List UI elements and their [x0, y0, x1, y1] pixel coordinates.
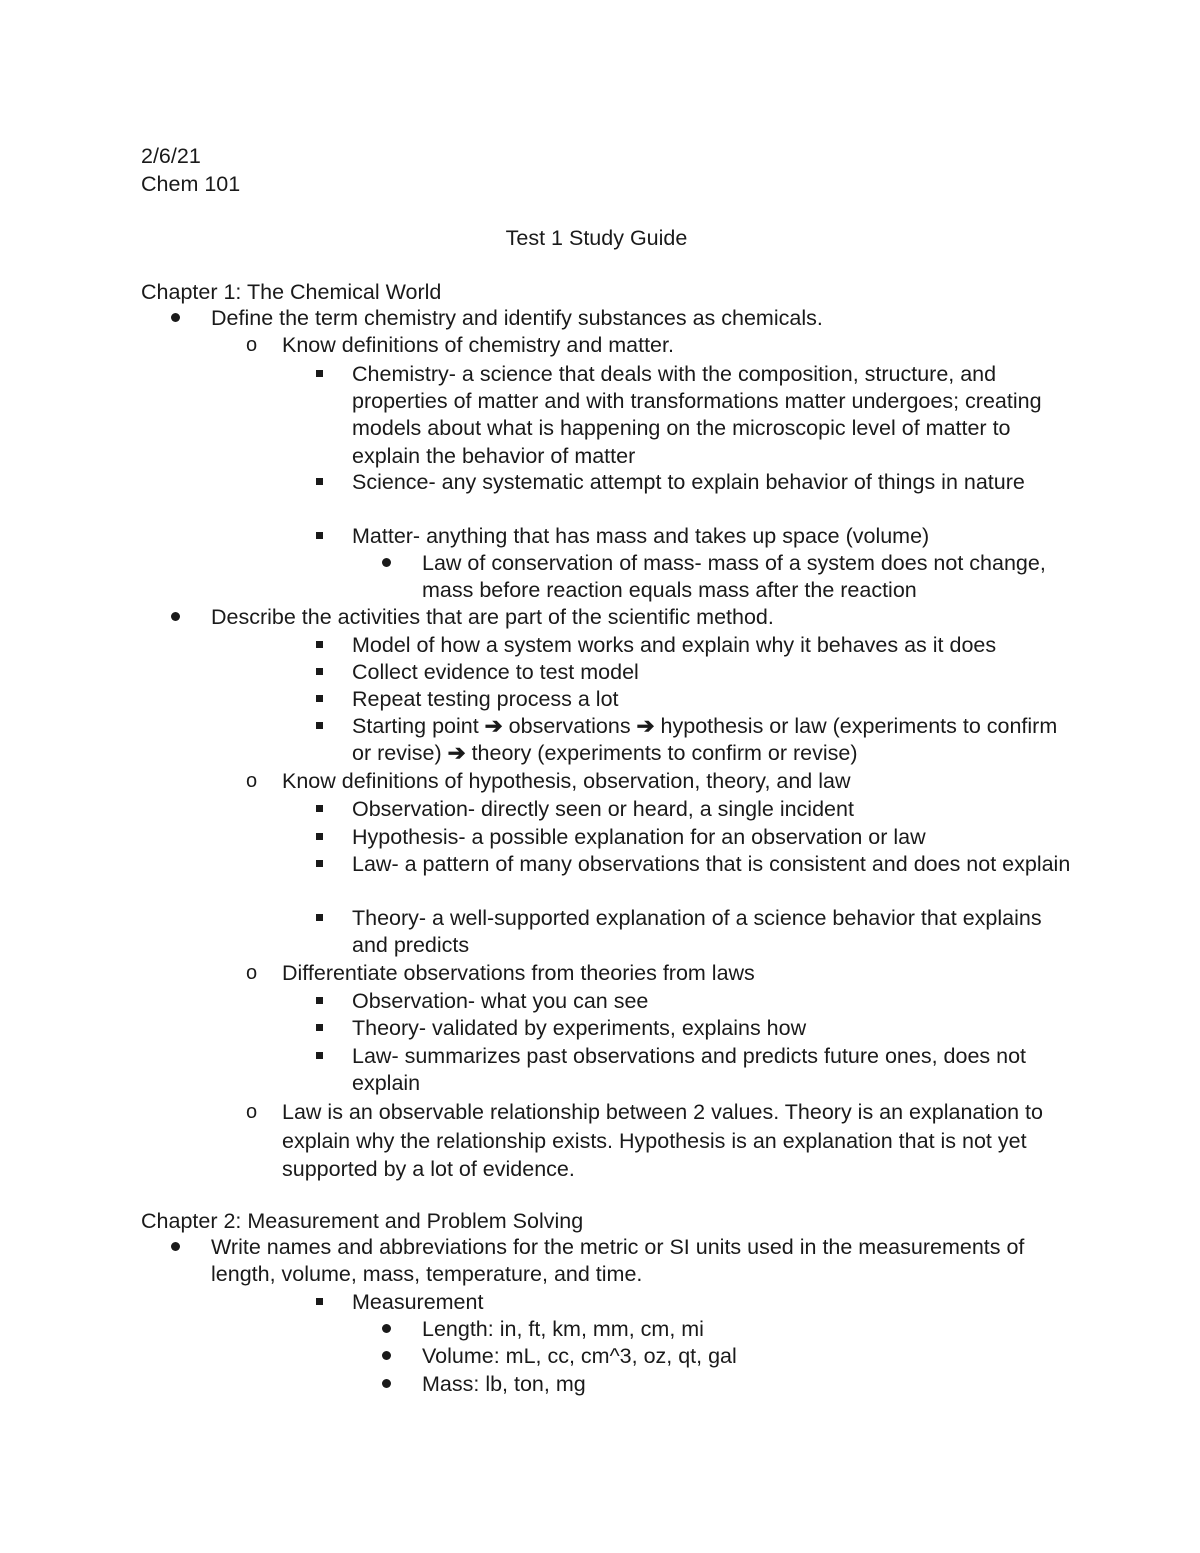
bullet-circle-icon: o — [246, 334, 258, 356]
chapter-2-heading: Chapter 2: Measurement and Problem Solving — [141, 1209, 584, 1233]
list-item — [352, 988, 1072, 1015]
course-line: Chem 101 — [141, 172, 241, 196]
date-line: 2/6/21 — [141, 144, 201, 168]
list-item-text: Chemistry- a science that deals with the composition, structure, and properties of matter and with transformations matter undergoes; creating models about what is happening on the microscopic level of matter to explain the behavior of matter — [352, 362, 1042, 468]
list-item — [246, 1098, 1072, 1184]
bullet-dot-icon — [382, 550, 412, 577]
list-item-text: Define the term chemistry and identify substances as chemicals. — [211, 306, 823, 330]
bullet-dot-icon — [382, 1343, 412, 1370]
list-item — [211, 1234, 1071, 1288]
chapter-1-heading: Chapter 1: The Chemical World — [141, 280, 442, 304]
bullet-circle-icon: o — [246, 1101, 258, 1123]
bullet-circle-icon: o — [246, 962, 258, 984]
arrow-right-icon: ➔ — [484, 714, 503, 738]
list-item — [422, 550, 1072, 604]
list-item — [422, 1316, 1072, 1343]
list-item-text: Know definitions of hypothesis, observation, theory, and law — [282, 769, 851, 793]
bullet-square-icon — [316, 1015, 346, 1042]
list-item-text: Law- summarizes past observations and predicts future ones, does not explain — [352, 1044, 1027, 1096]
list-item — [211, 305, 1071, 332]
list-item-text: Length: in, ft, km, mm, cm, mi — [422, 1317, 704, 1341]
list-item — [352, 469, 1072, 496]
list-item-text: Theory- a well-supported explanation of a science behavior that explains and predicts — [352, 906, 1042, 958]
list-item — [246, 768, 1072, 795]
list-item — [246, 960, 1072, 987]
bullet-dot-icon — [171, 1234, 201, 1261]
bullet-square-icon — [316, 659, 346, 686]
bullet-square-icon — [316, 632, 346, 659]
list-item-text: Volume: mL, cc, cm^3, oz, qt, gal — [422, 1344, 737, 1368]
list-item — [352, 632, 1072, 659]
bullet-dot-icon — [171, 305, 201, 332]
page-title: Test 1 Study Guide — [505, 226, 688, 250]
list-item-text: Mass: lb, ton, mg — [422, 1372, 586, 1396]
list-item — [352, 851, 1072, 878]
list-item-text: Matter- anything that has mass and takes up space (volume) — [352, 524, 930, 548]
bullet-square-icon — [316, 1289, 346, 1316]
list-item — [246, 332, 1072, 359]
list-item — [352, 905, 1072, 959]
list-item — [352, 1043, 1072, 1097]
list-item-text: Starting point ➔ observations ➔ hypothesis or law (experiments to confirm or revise) ➔ theory (experiments to confirm or revise) — [352, 714, 1058, 766]
list-item — [211, 604, 1071, 631]
list-item — [352, 796, 1072, 823]
list-item — [422, 1343, 1072, 1370]
list-item — [352, 824, 1072, 851]
bullet-square-icon — [316, 469, 346, 496]
list-item — [352, 659, 1072, 686]
list-item — [352, 1289, 1072, 1316]
list-item-text: Describe the activities that are part of the scientific method. — [211, 605, 774, 629]
list-item-text: Collect evidence to test model — [352, 660, 639, 684]
list-item — [352, 713, 1072, 767]
list-item — [352, 1015, 1072, 1042]
bullet-square-icon — [316, 988, 346, 1015]
bullet-square-icon — [316, 686, 346, 713]
list-item-text: Repeat testing process a lot — [352, 687, 619, 711]
list-item-text: Observation- directly seen or heard, a single incident — [352, 797, 854, 821]
bullet-square-icon — [316, 824, 346, 851]
bullet-square-icon — [316, 523, 346, 550]
bullet-dot-icon — [171, 604, 201, 631]
list-item — [352, 361, 1072, 470]
list-item-text: Science- any systematic attempt to explain behavior of things in nature — [352, 470, 1025, 494]
bullet-square-icon — [316, 361, 346, 388]
bullet-dot-icon — [382, 1371, 412, 1398]
list-item-text: Theory- validated by experiments, explains how — [352, 1016, 807, 1040]
bullet-circle-icon: o — [246, 770, 258, 792]
bullet-square-icon — [316, 713, 346, 740]
list-item-text: Observation- what you can see — [352, 989, 649, 1013]
list-item-text: Write names and abbreviations for the metric or SI units used in the measurements of length, volume, mass, temperature, and time. — [211, 1235, 1025, 1287]
list-item-text: Law of conservation of mass- mass of a system does not change, mass before reaction equals mass after the reaction — [422, 551, 1046, 603]
list-item-text: Differentiate observations from theories from laws — [282, 961, 755, 985]
arrow-right-icon: ➔ — [636, 714, 655, 738]
bullet-square-icon — [316, 796, 346, 823]
list-item — [352, 523, 1072, 550]
list-item-text: Law is an observable relationship between 2 values. Theory is an explanation to explain why the relationship exists. Hypothesis is an explanation that is not yet supported by a lot of evidence. — [282, 1100, 1043, 1181]
list-item-text: Hypothesis- a possible explanation for an observation or law — [352, 825, 926, 849]
list-item-text: Know definitions of chemistry and matter. — [282, 333, 674, 357]
bullet-square-icon — [316, 1043, 346, 1070]
bullet-square-icon — [316, 905, 346, 932]
list-item-text: Measurement — [352, 1290, 484, 1314]
arrow-right-icon: ➔ — [447, 741, 466, 766]
list-item-text: Model of how a system works and explain why it behaves as it does — [352, 633, 997, 657]
list-item — [422, 1371, 1072, 1398]
bullet-dot-icon — [382, 1316, 412, 1343]
list-item — [352, 686, 1072, 713]
list-item-text: Law- a pattern of many observations that is consistent and does not explain — [352, 852, 1071, 876]
bullet-square-icon — [316, 851, 346, 878]
